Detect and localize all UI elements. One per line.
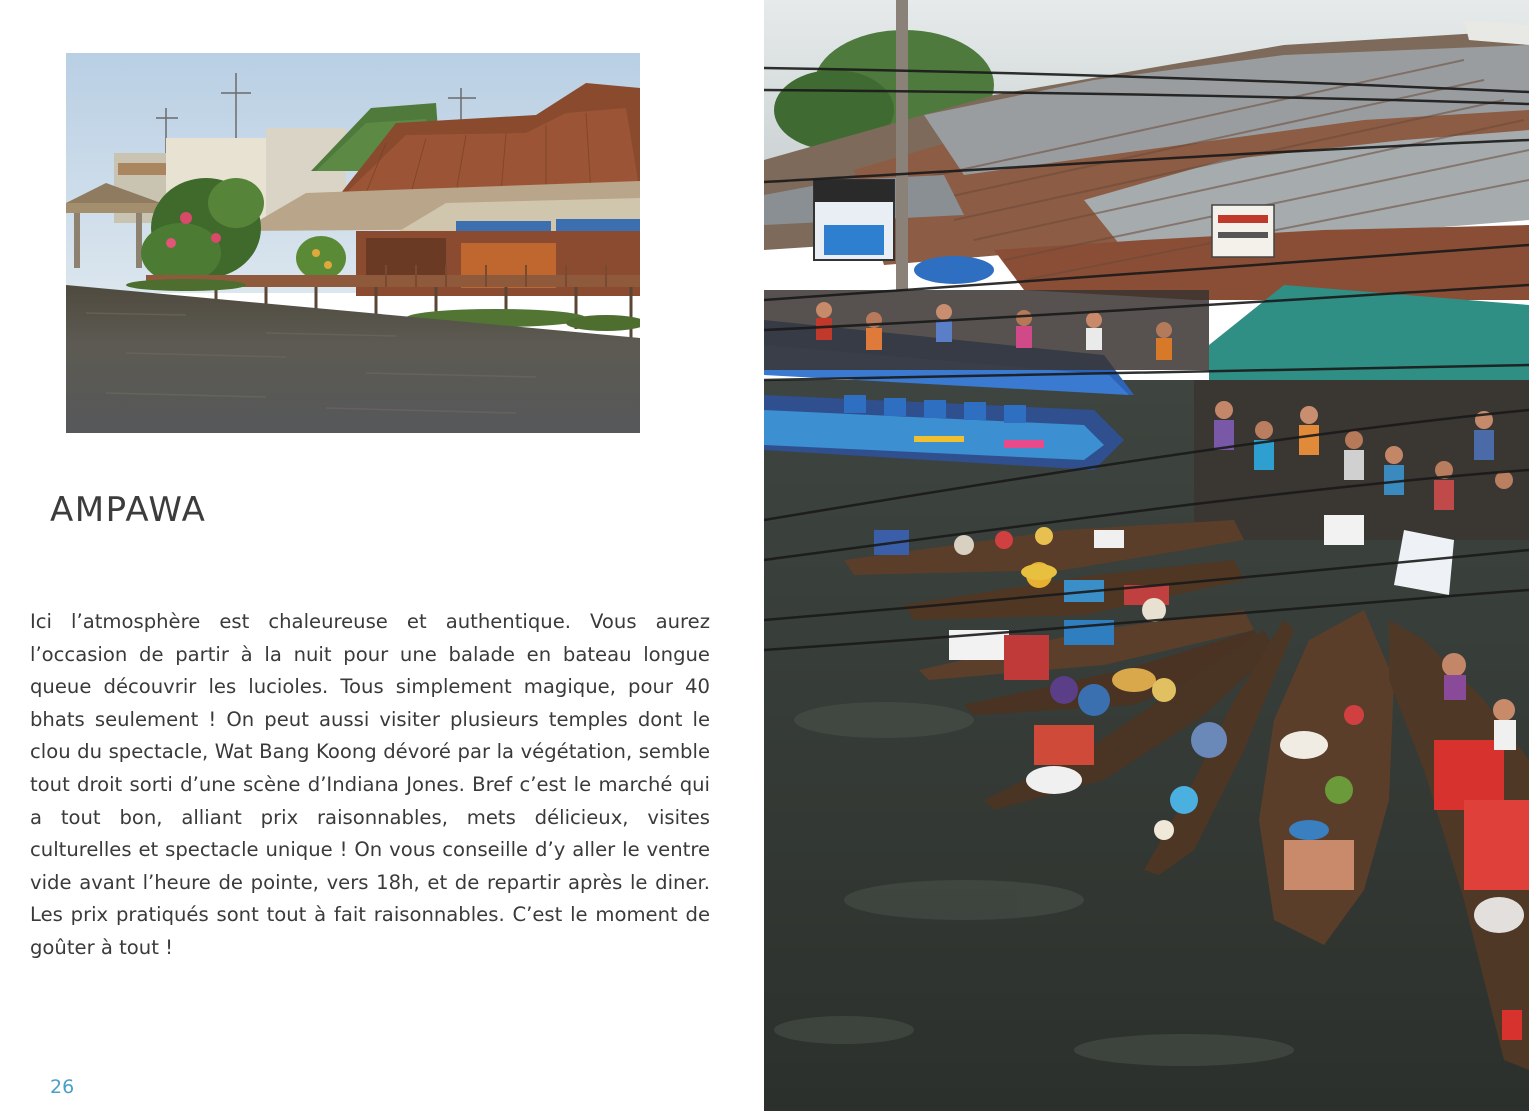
page-heading: AMPAWA	[50, 490, 207, 530]
canal-houses-photo	[66, 53, 640, 433]
page-number: 26	[50, 1076, 75, 1098]
body-paragraph: Ici l’atmosphère est chaleureuse et authentique. Vous aurez l’occasion de partir à la nuit pour une balade en bateau longue queue découvrir les lucioles. Tous simplement magique, pour 40 bhats seulement ! On peut aussi visiter plusieurs temples dont le clou du spectacle, Wat Bang Koong dévoré par la végétation, semble tout droit sorti d’une scène d’Indiana Jones. Bref c’est le marché qui a tout bon, alliant prix raisonnables, mets délicieux, visites culturelles et spectacle unique ! On vous conseille d’y aller le ventre vide avant l’heure de pointe, vers 18h, et de repartir après le diner. Les prix pratiqués sont tout à fait raisonnables. C’est le moment de goûter à tout !	[30, 610, 710, 959]
floating-market-photo	[764, 0, 1529, 1111]
left-page	[0, 0, 764, 1111]
